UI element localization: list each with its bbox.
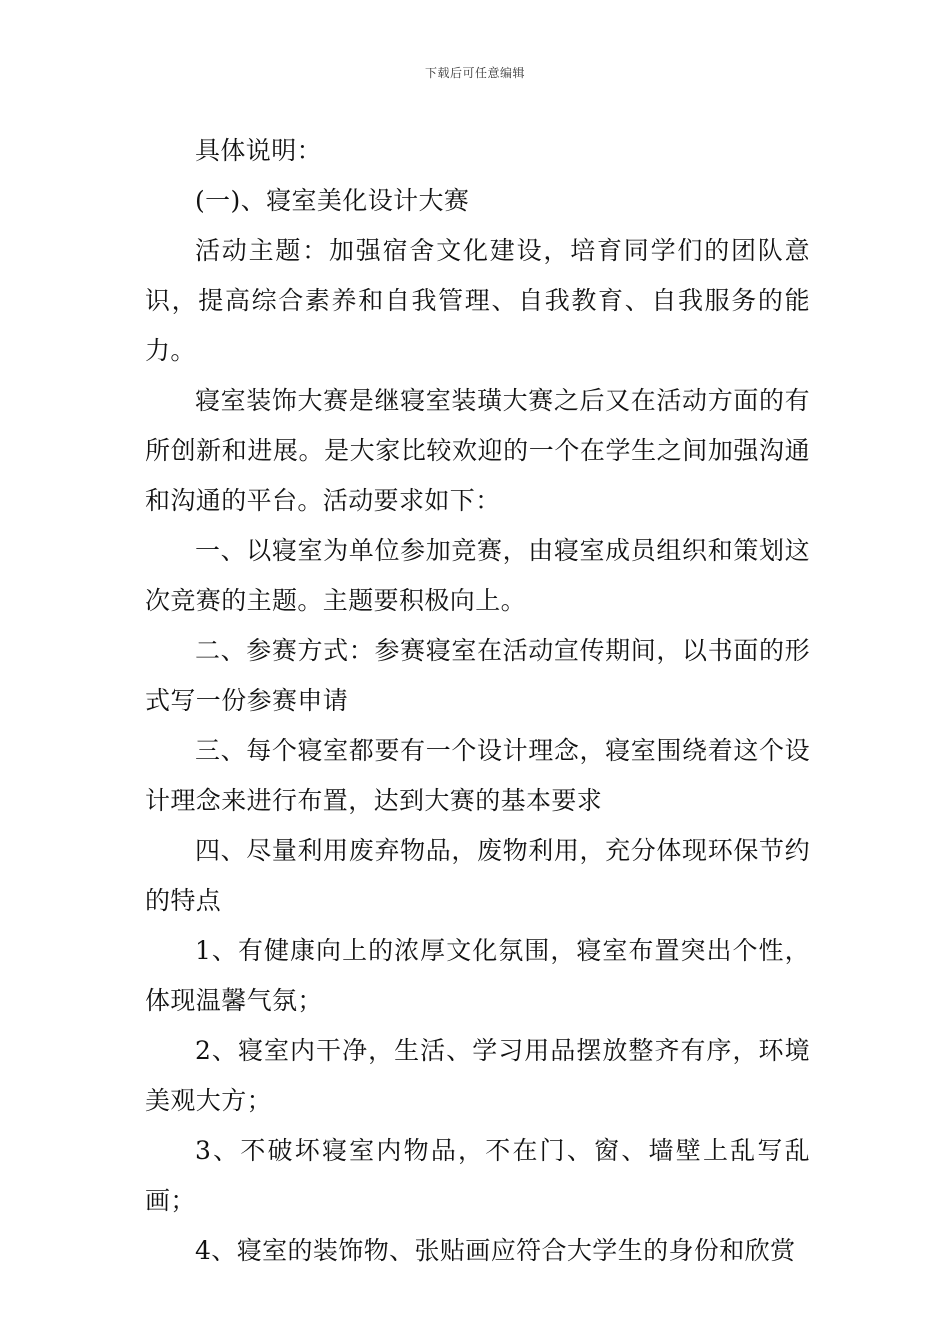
document-body [145,126,810,1276]
paragraph-requirement-4: 四、尽量利用废弃物品，废物利用，充分体现环保节约的特点 [145,836,810,915]
paragraph-criterion-3: 3、不破坏寝室内物品，不在门、窗、墙壁上乱写乱画； [145,1136,810,1215]
paragraph-criterion-4: 4、寝室的装饰物、张贴画应符合大学生的身份和欣赏 [195,1236,796,1265]
paragraph-requirement-3: 三、每个寝室都要有一个设计理念，寝室围绕着这个设计理念来进行布置，达到大赛的基本要求 [145,736,810,815]
paragraph-intro: 具体说明： [195,136,323,165]
paragraph-section-heading: (一)、寝室美化设计大赛 [195,186,470,215]
page-header-note: 下载后可任意编辑 [424,66,525,80]
paragraph-contest-description: 寝室装饰大赛是继寝室装璜大赛之后又在活动方面的有所创新和进展。是大家比较欢迎的一个在学生之间加强沟通和沟通的平台。活动要求如下： [145,386,810,515]
paragraph-activity-theme: 活动主题：加强宿舍文化建设，培育同学们的团队意识，提高综合素养和自我管理、自我教育、自我服务的能力。 [145,236,810,365]
paragraph-requirement-1: 一、以寝室为单位参加竞赛，由寝室成员组织和策划这次竞赛的主题。主题要积极向上。 [145,536,810,615]
paragraph-criterion-2: 2、寝室内干净，生活、学习用品摆放整齐有序，环境美观大方； [145,1036,810,1115]
paragraph-requirement-2: 二、参赛方式：参赛寝室在活动宣传期间，以书面的形式写一份参赛申请 [145,636,810,715]
paragraph-criterion-1: 1、有健康向上的浓厚文化氛围，寝室布置突出个性，体现温馨气氛； [145,936,810,1015]
